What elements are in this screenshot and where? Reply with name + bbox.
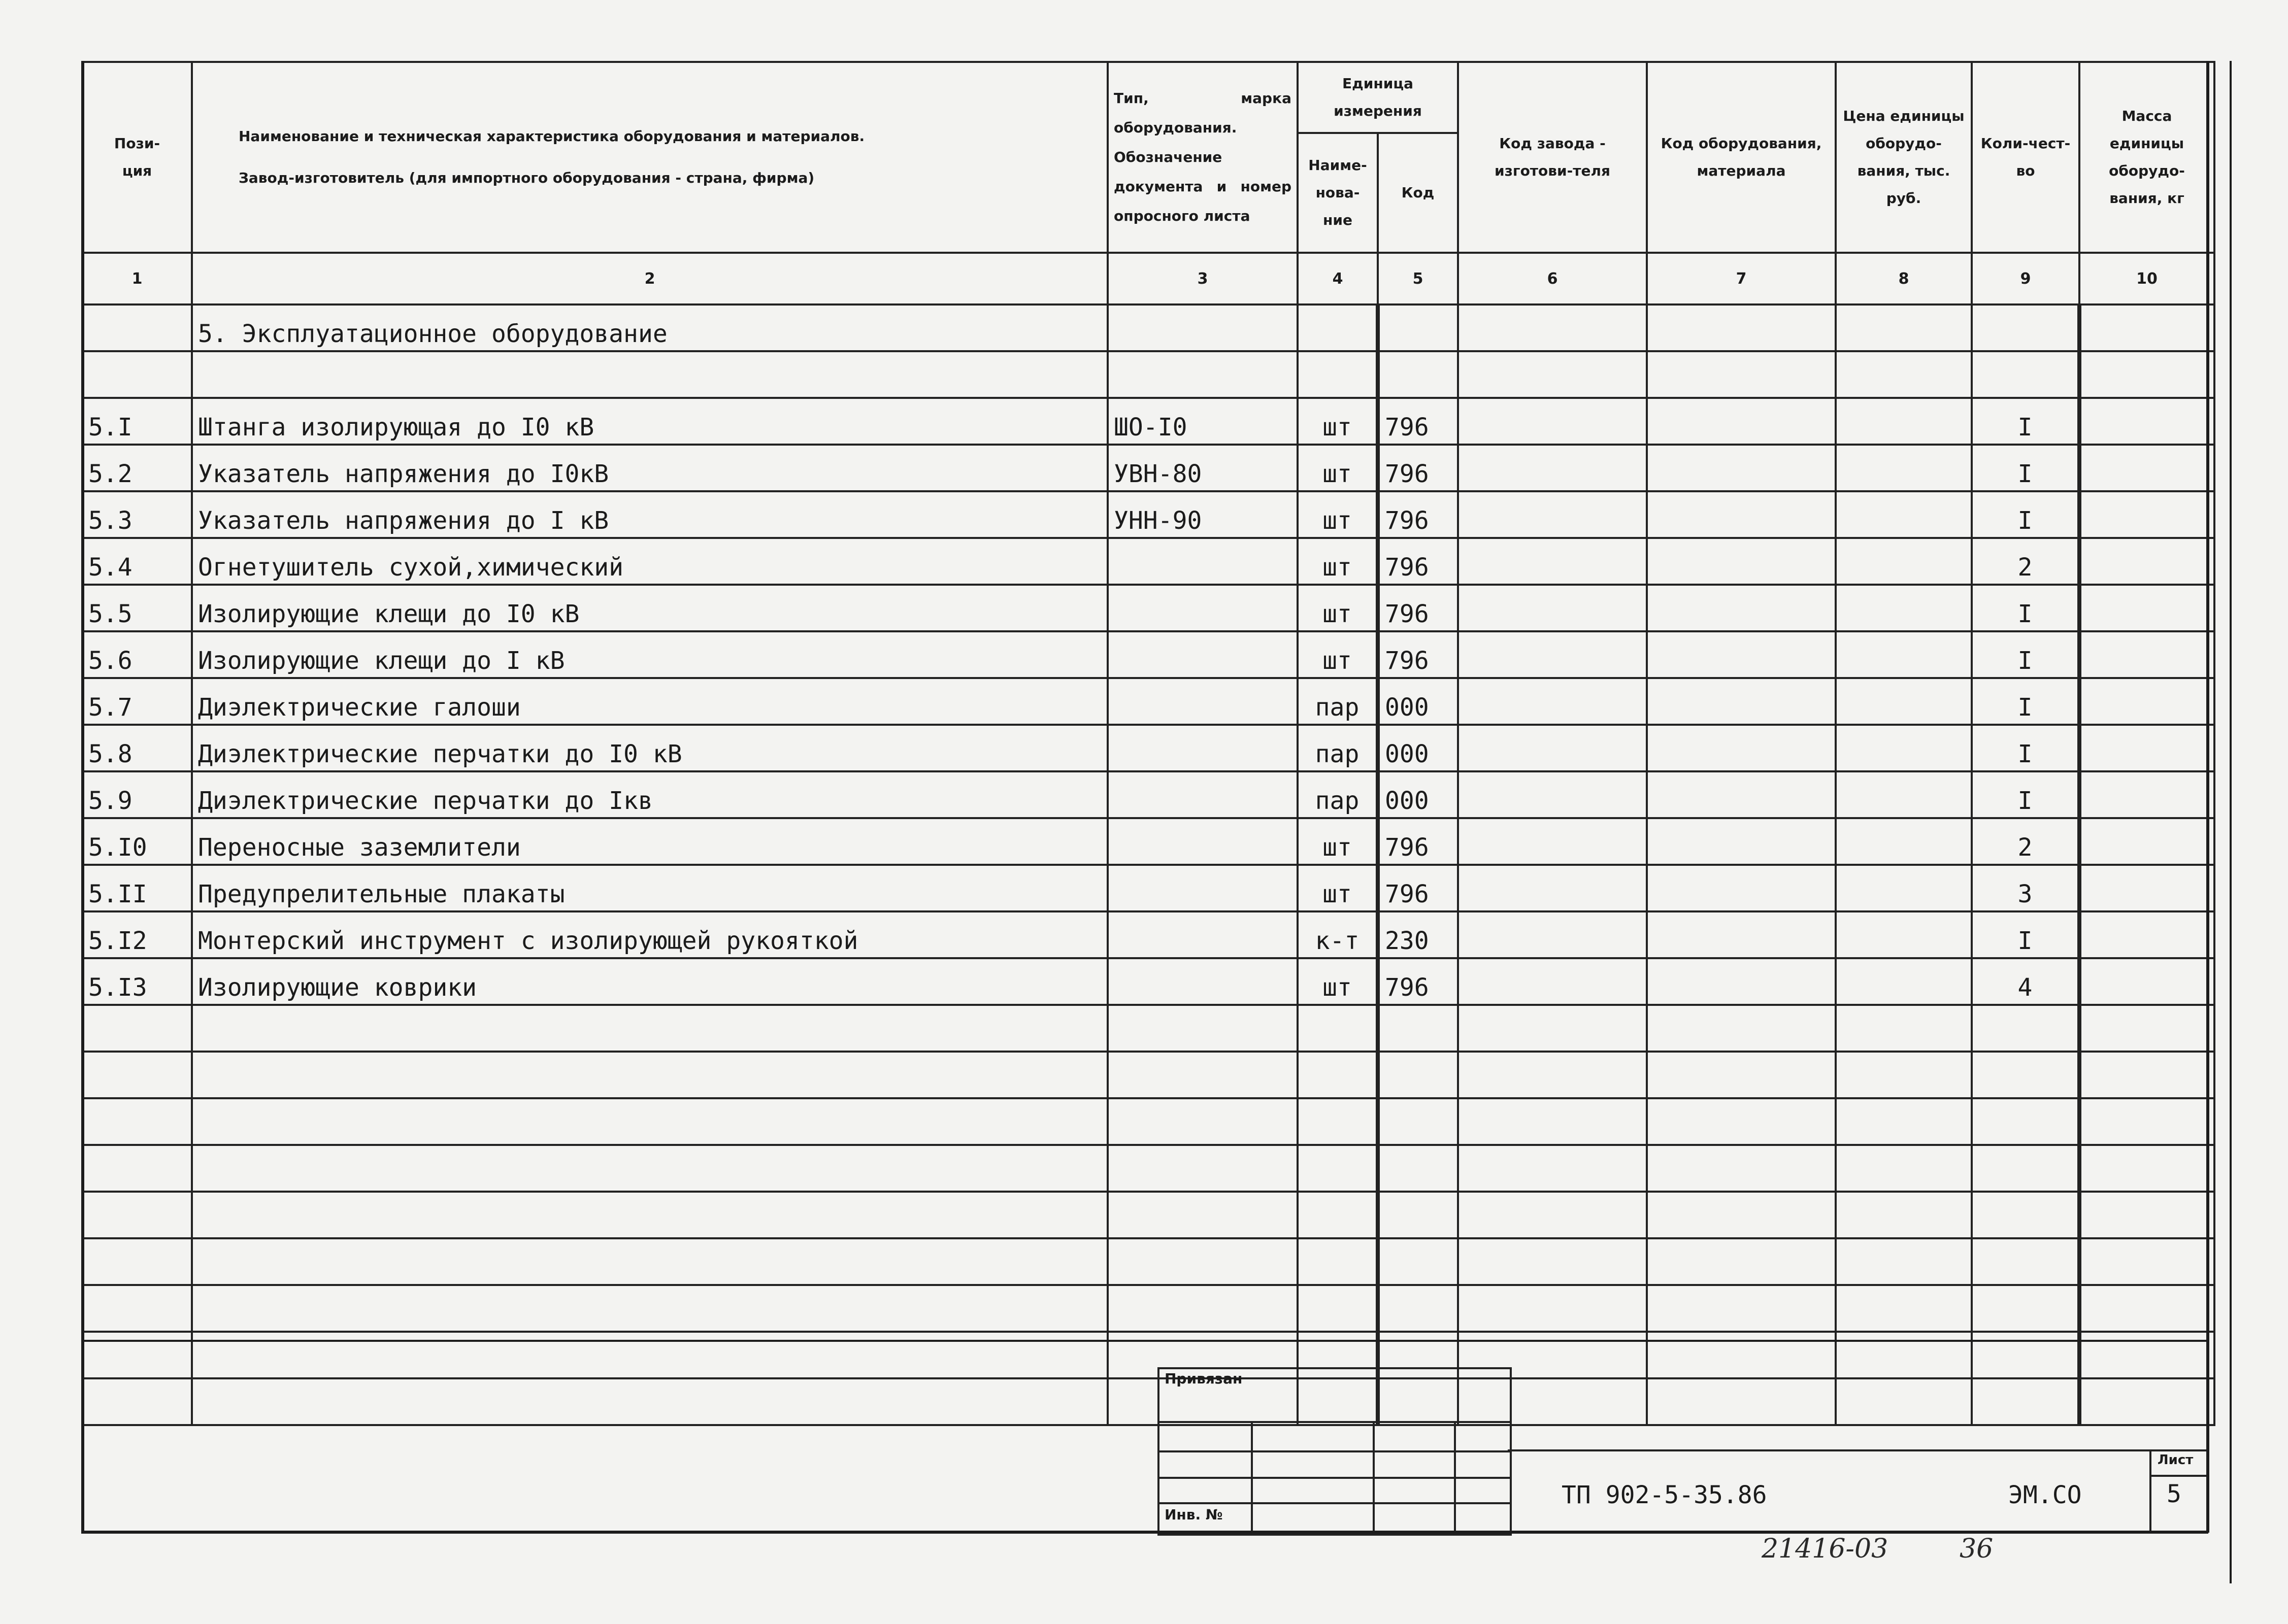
- mass-cell: [2079, 725, 2214, 771]
- quantity-cell: I: [1972, 398, 2079, 445]
- empty-cell: [1972, 1052, 2079, 1098]
- empty-cell: [82, 1005, 192, 1052]
- price-cell: [1836, 771, 1972, 818]
- empty-cell: [1972, 1378, 2079, 1425]
- mass-cell: [2079, 398, 2214, 445]
- mass-cell: [2079, 771, 2214, 818]
- table-row: [82, 865, 2214, 911]
- position-cell: 5.I: [82, 398, 192, 445]
- empty-cell: [1108, 1285, 1298, 1332]
- header-unit-code: Код: [1378, 133, 1458, 253]
- empty-cell: [2079, 1238, 2214, 1285]
- mass-cell: [2079, 631, 2214, 678]
- item-type-cell: [1108, 911, 1298, 958]
- item-type-cell: УНН-90: [1108, 491, 1298, 538]
- item-type-cell: [1108, 771, 1298, 818]
- column-number: 6: [1458, 253, 1647, 304]
- position-cell: 5.6: [82, 631, 192, 678]
- item-name-cell: Штанга изолирующая до I0 кВ: [192, 398, 1108, 445]
- column-number: 8: [1836, 253, 1972, 304]
- position-cell: 5.3: [82, 491, 192, 538]
- quantity-cell: I: [1972, 678, 2079, 725]
- item-name-cell: Указатель напряжения до I кВ: [192, 491, 1108, 538]
- empty-cell: [1108, 1192, 1298, 1238]
- empty-cell: [2079, 1192, 2214, 1238]
- unit-name-cell: пар: [1298, 771, 1378, 818]
- equipment-code-cell: [1647, 398, 1836, 445]
- item-name-cell: Изолирующие клещи до I кВ: [192, 631, 1108, 678]
- empty-cell: [82, 1378, 192, 1425]
- unit-code-cell: 796: [1378, 445, 1458, 491]
- equipment-code-cell: [1647, 958, 1836, 1005]
- item-type-cell: [1108, 538, 1298, 585]
- document-mark: ЭМ.СО: [2008, 1481, 2082, 1509]
- empty-cell: [1378, 1005, 1458, 1052]
- header-price: Цена единицы оборудо-вания, тыс. руб.: [1836, 62, 1972, 253]
- table-row: [82, 725, 2214, 771]
- empty-cell: [1836, 1332, 1972, 1378]
- quantity-cell: I: [1972, 631, 2079, 678]
- header-type: Тип, марка оборудования. Обозначение документа и номер опросного листа: [1108, 62, 1298, 253]
- item-type-cell: [1108, 725, 1298, 771]
- empty-cell: [1378, 1052, 1458, 1098]
- empty-row: [82, 1238, 2214, 1285]
- item-name-cell: Указатель напряжения до I0кВ: [192, 445, 1108, 491]
- empty-cell: [1647, 1145, 1836, 1192]
- mass-cell: [2079, 491, 2214, 538]
- empty-row: [82, 1192, 2214, 1238]
- price-cell: [1836, 818, 1972, 865]
- unit-code-cell: 796: [1378, 585, 1458, 631]
- table-row: [82, 538, 2214, 585]
- unit-name-cell: шт: [1298, 865, 1378, 911]
- column-number: 3: [1108, 253, 1298, 304]
- empty-cell: [1298, 1192, 1378, 1238]
- equipment-code-cell: [1647, 538, 1836, 585]
- table-body: [82, 253, 2214, 1425]
- unit-code-cell: 230: [1378, 911, 1458, 958]
- table-row: [82, 585, 2214, 631]
- table-row: [82, 678, 2214, 725]
- empty-cell: [82, 1332, 192, 1378]
- manufacturer-code-cell: [1458, 631, 1647, 678]
- unit-name-cell: к-т: [1298, 911, 1378, 958]
- equipment-code-cell: [1647, 771, 1836, 818]
- empty-cell: [1647, 1052, 1836, 1098]
- binding-label: Привязан: [1165, 1370, 1243, 1387]
- table-row: [82, 771, 2214, 818]
- empty-cell: [1647, 1192, 1836, 1238]
- frame-outer-right-line: [2230, 61, 2232, 1583]
- empty-cell: [192, 1098, 1108, 1145]
- table-header: [82, 62, 2214, 253]
- empty-row: [82, 1052, 2214, 1098]
- empty-cell: [82, 1145, 192, 1192]
- empty-cell: [1458, 1285, 1647, 1332]
- manufacturer-code-cell: [1458, 398, 1647, 445]
- table-row: [82, 631, 2214, 678]
- column-number: 4: [1298, 253, 1378, 304]
- unit-code-cell: 000: [1378, 771, 1458, 818]
- unit-name-cell: шт: [1298, 631, 1378, 678]
- quantity-cell: I: [1972, 445, 2079, 491]
- table-row: [82, 491, 2214, 538]
- empty-cell: [2079, 1285, 2214, 1332]
- empty-cell: [192, 1052, 1108, 1098]
- frame-left-line: [81, 61, 84, 1533]
- unit-code-cell: 000: [1378, 725, 1458, 771]
- position-cell: 5.II: [82, 865, 192, 911]
- price-cell: [1836, 538, 1972, 585]
- empty-cell: [2079, 1005, 2214, 1052]
- manufacturer-code-cell: [1458, 725, 1647, 771]
- sheet-number: 5: [2167, 1480, 2181, 1508]
- archive-number: 21416-03: [1762, 1534, 1888, 1564]
- section-title: 5. Эксплуатационное оборудование: [192, 304, 1108, 351]
- manufacturer-code-cell: [1458, 445, 1647, 491]
- empty-cell: [82, 1192, 192, 1238]
- empty-cell: [1298, 1052, 1378, 1098]
- item-name-cell: Огнетушитель сухой,химический: [192, 538, 1108, 585]
- manufacturer-code-cell: [1458, 958, 1647, 1005]
- empty-cell: [2079, 1098, 2214, 1145]
- empty-cell: [1836, 1098, 1972, 1145]
- empty-cell: [82, 1238, 192, 1285]
- spacer-row: [82, 351, 2214, 398]
- item-name-cell: Переносные заземлители: [192, 818, 1108, 865]
- item-type-cell: [1108, 585, 1298, 631]
- empty-row: [82, 1285, 2214, 1332]
- table-row: [82, 818, 2214, 865]
- price-cell: [1836, 445, 1972, 491]
- price-cell: [1836, 958, 1972, 1005]
- mass-cell: [2079, 538, 2214, 585]
- table-row: [82, 911, 2214, 958]
- empty-cell: [1972, 1238, 2079, 1285]
- manufacturer-code-cell: [1458, 678, 1647, 725]
- item-name-cell: Изолирующие клещи до I0 кВ: [192, 585, 1108, 631]
- item-name-cell: Диэлектрические перчатки до I0 кВ: [192, 725, 1108, 771]
- quantity-cell: 3: [1972, 865, 2079, 911]
- header-unit-group: Единица измерения: [1298, 62, 1458, 133]
- item-name-cell: Предупрелительные плакаты: [192, 865, 1108, 911]
- manufacturer-code-cell: [1458, 771, 1647, 818]
- quantity-cell: I: [1972, 585, 2079, 631]
- manufacturer-code-cell: [1458, 491, 1647, 538]
- frame-right-line: [2206, 61, 2209, 1533]
- empty-cell: [1458, 1145, 1647, 1192]
- unit-name-cell: шт: [1298, 585, 1378, 631]
- empty-cell: [1108, 1005, 1298, 1052]
- item-type-cell: [1108, 631, 1298, 678]
- manufacturer-code-cell: [1458, 865, 1647, 911]
- empty-cell: [1378, 1285, 1458, 1332]
- empty-cell: [1378, 1238, 1458, 1285]
- empty-cell: [1298, 1005, 1378, 1052]
- empty-cell: [1972, 1332, 2079, 1378]
- empty-cell: [1836, 1145, 1972, 1192]
- section-title-row: [82, 304, 2214, 351]
- mass-cell: [2079, 445, 2214, 491]
- price-cell: [1836, 631, 1972, 678]
- archive-page: 36: [1960, 1534, 1994, 1564]
- specification-table: [81, 61, 2215, 1426]
- empty-cell: [82, 1285, 192, 1332]
- mass-cell: [2079, 958, 2214, 1005]
- empty-cell: [1972, 1145, 2079, 1192]
- item-type-cell: [1108, 865, 1298, 911]
- empty-cell: [1458, 1098, 1647, 1145]
- price-cell: [1836, 865, 1972, 911]
- unit-name-cell: шт: [1298, 445, 1378, 491]
- empty-cell: [1108, 1098, 1298, 1145]
- empty-row: [82, 1145, 2214, 1192]
- equipment-code-cell: [1647, 865, 1836, 911]
- empty-cell: [1298, 1285, 1378, 1332]
- empty-cell: [2079, 1052, 2214, 1098]
- header-manufacturer-code: Код завода - изготови-теля: [1458, 62, 1647, 253]
- manufacturer-code-cell: [1458, 911, 1647, 958]
- empty-cell: [1647, 1285, 1836, 1332]
- column-number: 2: [192, 253, 1108, 304]
- unit-code-cell: 796: [1378, 631, 1458, 678]
- empty-cell: [1378, 1192, 1458, 1238]
- quantity-cell: I: [1972, 911, 2079, 958]
- empty-cell: [2079, 1378, 2214, 1425]
- table-row: [82, 445, 2214, 491]
- equipment-code-cell: [1647, 445, 1836, 491]
- equipment-code-cell: [1647, 631, 1836, 678]
- position-cell: 5.4: [82, 538, 192, 585]
- mass-cell: [2079, 818, 2214, 865]
- quantity-cell: I: [1972, 491, 2079, 538]
- empty-cell: [1836, 1052, 1972, 1098]
- quantity-cell: I: [1972, 771, 2079, 818]
- empty-cell: [1108, 1052, 1298, 1098]
- sheet-label: Лист: [2158, 1452, 2194, 1468]
- empty-cell: [1458, 1005, 1647, 1052]
- unit-name-cell: шт: [1298, 398, 1378, 445]
- empty-cell: [1378, 1145, 1458, 1192]
- header-mass: Масса единицы оборудо-вания, кг: [2079, 62, 2214, 253]
- frame-bottom-line: [81, 1531, 2208, 1534]
- empty-cell: [2079, 1145, 2214, 1192]
- empty-cell: [1647, 1332, 1836, 1378]
- quantity-cell: 2: [1972, 818, 2079, 865]
- mass-cell: [2079, 678, 2214, 725]
- table-row: [82, 398, 2214, 445]
- header-name: Наименование и техническая характеристика оборудования и материалов. Завод-изготовитель (для импортного оборудования - страна, фирма): [192, 62, 1108, 253]
- unit-code-cell: 796: [1378, 865, 1458, 911]
- unit-code-cell: 796: [1378, 491, 1458, 538]
- manufacturer-code-cell: [1458, 818, 1647, 865]
- unit-code-cell: 796: [1378, 398, 1458, 445]
- empty-cell: [192, 1332, 1108, 1378]
- price-cell: [1836, 585, 1972, 631]
- table-row: [82, 958, 2214, 1005]
- unit-name-cell: шт: [1298, 538, 1378, 585]
- unit-code-cell: 796: [1378, 818, 1458, 865]
- header-equipment-code: Код оборудования, материала: [1647, 62, 1836, 253]
- unit-name-cell: пар: [1298, 725, 1378, 771]
- empty-cell: [1647, 1238, 1836, 1285]
- empty-row: [82, 1005, 2214, 1052]
- empty-cell: [1647, 1378, 1836, 1425]
- empty-cell: [1836, 1238, 1972, 1285]
- empty-cell: [82, 1098, 192, 1145]
- mass-cell: [2079, 865, 2214, 911]
- unit-code-cell: 796: [1378, 538, 1458, 585]
- column-number: 9: [1972, 253, 2079, 304]
- manufacturer-code-cell: [1458, 538, 1647, 585]
- item-type-cell: [1108, 958, 1298, 1005]
- empty-cell: [192, 1285, 1108, 1332]
- price-cell: [1836, 911, 1972, 958]
- position-cell: 5.I0: [82, 818, 192, 865]
- equipment-code-cell: [1647, 911, 1836, 958]
- empty-row: [82, 1332, 2214, 1378]
- empty-cell: [1647, 1005, 1836, 1052]
- document-number: ТП 902-5-35.86: [1562, 1481, 1767, 1509]
- equipment-code-cell: [1647, 818, 1836, 865]
- empty-cell: [1972, 1005, 2079, 1052]
- column-number: 1: [82, 253, 192, 304]
- empty-row: [82, 1098, 2214, 1145]
- column-number: 5: [1378, 253, 1458, 304]
- empty-cell: [1836, 1285, 1972, 1332]
- equipment-code-cell: [1647, 678, 1836, 725]
- price-cell: [1836, 398, 1972, 445]
- empty-cell: [1836, 1192, 1972, 1238]
- mass-cell: [2079, 911, 2214, 958]
- empty-cell: [1298, 1098, 1378, 1145]
- empty-cell: [1298, 1145, 1378, 1192]
- empty-cell: [1458, 1238, 1647, 1285]
- empty-cell: [1836, 1005, 1972, 1052]
- column-numbers-row: [82, 253, 2214, 304]
- price-cell: [1836, 725, 1972, 771]
- position-cell: 5.8: [82, 725, 192, 771]
- equipment-code-cell: [1647, 585, 1836, 631]
- empty-cell: [1647, 1098, 1836, 1145]
- inventory-number-label: Инв. №: [1165, 1506, 1223, 1523]
- unit-code-cell: 796: [1378, 958, 1458, 1005]
- position-cell: 5.5: [82, 585, 192, 631]
- empty-cell: [1972, 1098, 2079, 1145]
- empty-cell: [2079, 1332, 2214, 1378]
- header-quantity: Коли-чест-во: [1972, 62, 2079, 253]
- empty-cell: [1298, 1238, 1378, 1285]
- column-number: 7: [1647, 253, 1836, 304]
- empty-cell: [1972, 1192, 2079, 1238]
- price-cell: [1836, 491, 1972, 538]
- unit-code-cell: 000: [1378, 678, 1458, 725]
- empty-row: [82, 1378, 2214, 1425]
- empty-cell: [1836, 1378, 1972, 1425]
- position-cell: 5.I2: [82, 911, 192, 958]
- position-cell: 5.I3: [82, 958, 192, 1005]
- equipment-code-cell: [1647, 491, 1836, 538]
- empty-cell: [1458, 1052, 1647, 1098]
- unit-name-cell: шт: [1298, 958, 1378, 1005]
- item-name-cell: Изолирующие коврики: [192, 958, 1108, 1005]
- empty-cell: [1378, 1098, 1458, 1145]
- item-name-cell: Монтерский инструмент с изолирующей рукояткой: [192, 911, 1108, 958]
- price-cell: [1836, 678, 1972, 725]
- item-type-cell: [1108, 678, 1298, 725]
- header-position: Пози- ция: [82, 62, 192, 253]
- quantity-cell: I: [1972, 725, 2079, 771]
- item-type-cell: УВН-80: [1108, 445, 1298, 491]
- empty-cell: [192, 1005, 1108, 1052]
- frame-inner-line: [81, 1340, 2208, 1342]
- unit-name-cell: шт: [1298, 818, 1378, 865]
- empty-cell: [192, 1192, 1108, 1238]
- empty-cell: [1458, 1192, 1647, 1238]
- quantity-cell: 2: [1972, 538, 2079, 585]
- equipment-code-cell: [1647, 725, 1836, 771]
- empty-cell: [192, 1378, 1108, 1425]
- header-unit-name: Наиме-нова-ние: [1298, 133, 1378, 253]
- manufacturer-code-cell: [1458, 585, 1647, 631]
- unit-name-cell: пар: [1298, 678, 1378, 725]
- item-name-cell: Диэлектрические галоши: [192, 678, 1108, 725]
- quantity-cell: 4: [1972, 958, 2079, 1005]
- empty-cell: [1108, 1145, 1298, 1192]
- empty-cell: [1972, 1285, 2079, 1332]
- empty-cell: [1108, 1238, 1298, 1285]
- position-cell: 5.7: [82, 678, 192, 725]
- item-type-cell: ШО-I0: [1108, 398, 1298, 445]
- column-number: 10: [2079, 253, 2214, 304]
- mass-cell: [2079, 585, 2214, 631]
- empty-cell: [82, 1052, 192, 1098]
- empty-cell: [192, 1238, 1108, 1285]
- empty-cell: [192, 1145, 1108, 1192]
- item-name-cell: Диэлектрические перчатки до Iкв: [192, 771, 1108, 818]
- position-cell: 5.2: [82, 445, 192, 491]
- position-cell: 5.9: [82, 771, 192, 818]
- unit-name-cell: шт: [1298, 491, 1378, 538]
- item-type-cell: [1108, 818, 1298, 865]
